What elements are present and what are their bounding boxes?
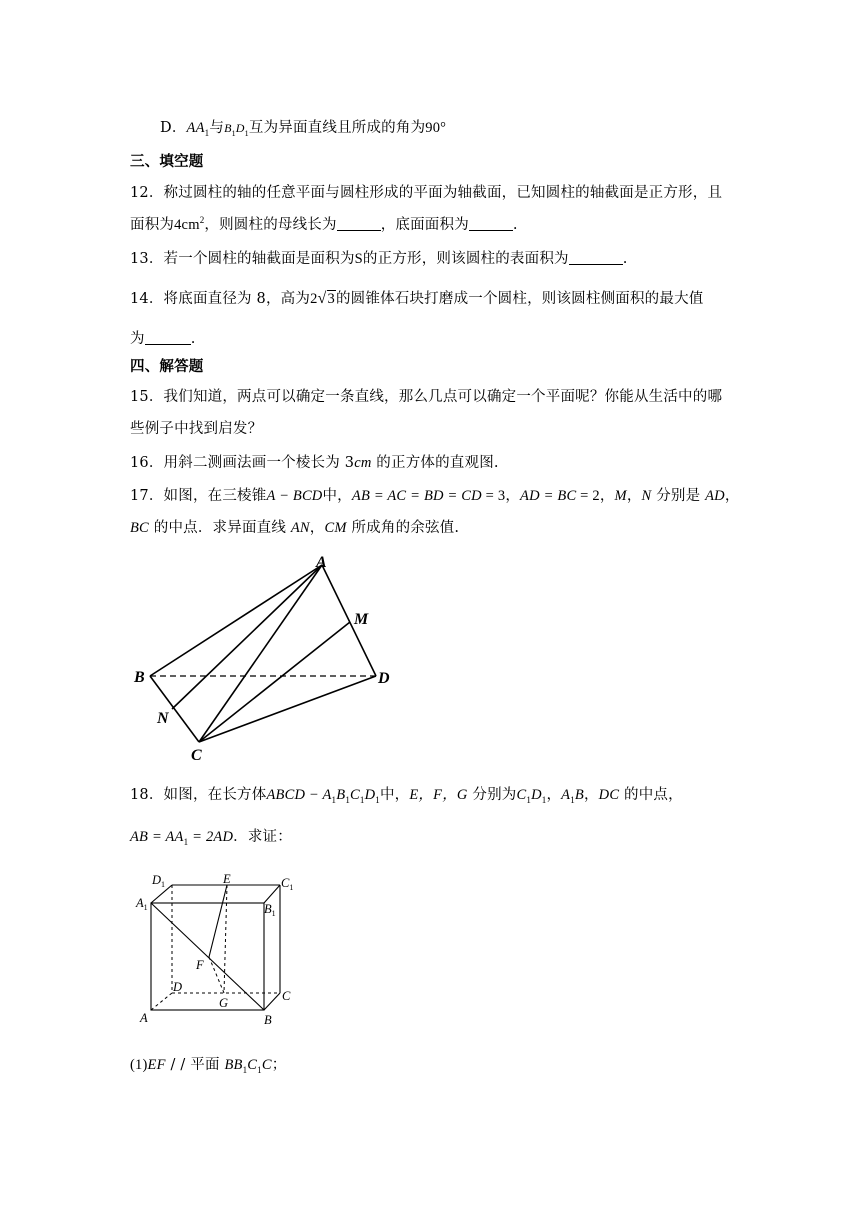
option-d: D．$AA_1$与$B_1D_1$互为异面直线且所成的角为90° [160,120,447,138]
label-a1: $A_1$ [136,896,148,912]
edge-bc [264,993,280,1010]
edge-ac [199,565,322,742]
q17-line1: 17．如图，在三棱锥A − BCD中，AB = AC = BD = CD = 3，AD = BC = 2，M，N 分别是 AD， [130,488,740,504]
q18-line1: 18．如图，在长方体ABCD − $A_1B_1C_1D_1$中，E，F，G 分别为$C_1D_1$，$A_1B$，DC 的中点， [130,787,683,805]
q17-line2: BC 的中点．求异面直线 AN，CM 所成角的余弦值. [130,520,460,536]
q15-line1: 15．我们知道，两点可以确定一条直线，那么几点可以确定一个平面呢？你能从生活中的哪 [130,389,723,405]
segment-ef [209,885,227,957]
q13: 13．若一个圆柱的轴截面是面积为S的正方形，则该圆柱的表面积为 . [130,251,628,267]
label-f: F [196,958,204,972]
segment-eg-hidden [224,885,227,993]
segment-an [172,565,322,709]
edge-b1c1 [264,885,280,903]
q14-line1: 14．将底面直径为 8，高为2√3的圆锥体石块打磨成一个圆柱，则该圆柱侧面积的最大值 [130,290,704,307]
segment-cm [199,622,350,742]
label-g: G [219,996,229,1010]
label-d: D [378,670,390,687]
label-b: B [134,669,145,686]
label-n: N [157,710,169,727]
label-a: A [140,1011,148,1025]
label-m: M [354,611,369,628]
section-fill-in: 三、填空题 [130,153,204,170]
section-answers: 四、解答题 [130,358,204,375]
label-c: C [282,989,291,1003]
segment-a1b [151,903,264,1010]
edge-cd [199,676,376,742]
q12-line2: 面积为$4cm^2$，则圆柱的母线长为 ，底面面积为 . [130,215,518,233]
q16: 16．用斜二测画法画一个棱长为 3cm 的正方体的直观图. [130,455,499,471]
q18-line2: AB = $AA_1 = 2AD$．求证： [130,829,292,847]
q14-line2: 为 . [130,331,196,347]
label-b1: $B_1$ [264,902,276,918]
label-e: E [223,872,231,886]
cuboid-figure [151,885,280,1010]
label-a: A [316,554,327,571]
label-d: D [173,980,183,994]
label-d1: $D_1$ [152,873,166,889]
edge-ad-hidden [151,993,172,1010]
segment-fg-hidden [209,957,224,993]
edge-bc [150,676,199,742]
label-b: B [264,1013,272,1027]
label-c1: $C_1$ [281,876,294,892]
q18-part1: (1)EF / / 平面 $BB_1C_1C$； [130,1057,287,1075]
q12-line1: 12．称过圆柱的轴的任意平面与圆柱形成的平面为轴截面，已知圆柱的轴截面是正方形，且 [130,185,723,201]
q15-line2: 些例子中找到启发？ [130,421,263,437]
label-c: C [191,747,202,764]
edge-ab [150,565,322,676]
